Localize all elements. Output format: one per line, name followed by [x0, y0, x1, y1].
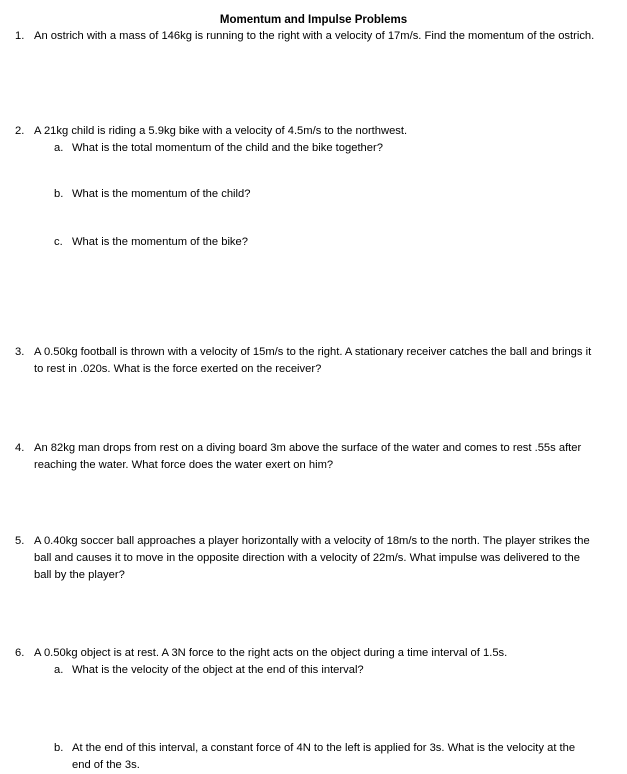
problem-4 — [15, 440, 595, 474]
problem-number: 5. — [15, 535, 25, 547]
part-letter: c. — [54, 236, 63, 248]
problem-text: A 0.40kg soccer ball approaches a player horizontally with a velocity of 18m/s to the north. The player strikes the ball and causes it to move in the opposite direction with a velocity of 22m/s. What impulse was delivered to the ball by the player? — [34, 535, 590, 581]
part-text: At the end of this interval, a constant force of 4N to the left is applied for 3s. What is the velocity at the end of the 3s. — [72, 742, 576, 771]
part-letter: a. — [54, 142, 64, 154]
page-title: Momentum and Impulse Problems — [219, 14, 408, 26]
problem-6-part-a — [54, 662, 594, 679]
problem-1 — [15, 28, 595, 45]
part-text: What is the momentum of the bike? — [72, 236, 248, 248]
problem-number: 2. — [15, 125, 25, 137]
problem-text: An ostrich with a mass of 146kg is running to the right with a velocity of 17m/s. Find the momentum of the ostrich. — [34, 30, 595, 42]
problem-number: 1. — [15, 30, 25, 42]
problem-3 — [15, 344, 595, 378]
problem-text: An 82kg man drops from rest on a diving board 3m above the surface of the water and comes to rest .55s after reaching the water. What force does the water exert on him? — [34, 442, 582, 471]
problem-number: 4. — [15, 442, 25, 454]
problem-text: A 0.50kg object is at rest. A 3N force to the right acts on the object during a time interval of 1.5s. — [34, 647, 508, 659]
part-text: What is the velocity of the object at the end of this interval? — [72, 664, 364, 676]
problem-2-part-a — [54, 140, 594, 157]
problem-number: 3. — [15, 346, 25, 358]
problem-6 — [15, 645, 595, 662]
problem-6-part-b — [54, 740, 594, 774]
problem-2-part-c — [54, 234, 594, 251]
problem-text: A 21kg child is riding a 5.9kg bike with a velocity of 4.5m/s to the northwest. — [34, 125, 408, 137]
problem-5 — [15, 533, 595, 584]
problem-number: 6. — [15, 647, 25, 659]
problem-2-part-b — [54, 186, 594, 203]
part-letter: b. — [54, 742, 64, 754]
problem-2 — [15, 123, 595, 140]
problem-text: A 0.50kg football is thrown with a velocity of 15m/s to the right. A stationary receiver catches the ball and brings it to rest in .020s. What is the force exerted on the receiver? — [34, 346, 592, 375]
part-text: What is the momentum of the child? — [72, 188, 251, 200]
part-letter: a. — [54, 664, 64, 676]
part-letter: b. — [54, 188, 64, 200]
part-text: What is the total momentum of the child and the bike together? — [72, 142, 383, 154]
